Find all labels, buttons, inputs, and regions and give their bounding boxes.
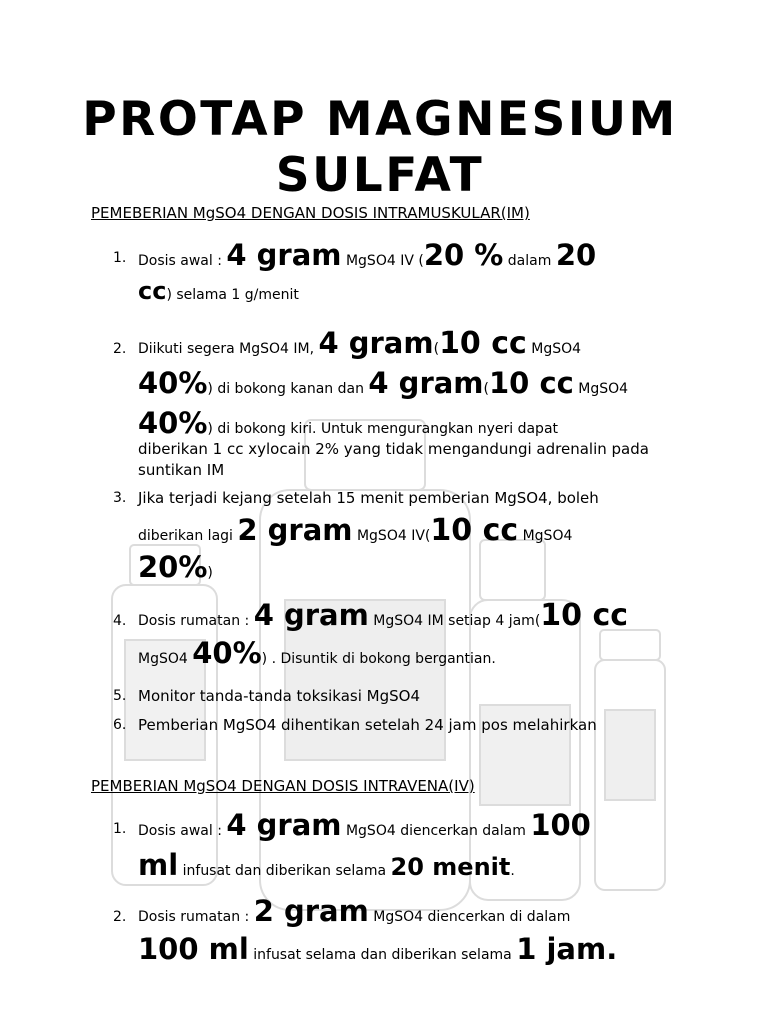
section-heading-im: PEMEBERIAN MgSO4 DENGAN DOSIS INTRAMUSKULAR(IM) — [91, 204, 530, 222]
list-line — [138, 513, 572, 548]
dose-highlight: 40% — [138, 406, 208, 440]
list-number: 2. — [113, 341, 127, 357]
list-number: 1. — [113, 250, 127, 266]
text-run: MgSO4 IM setiap 4 jam( — [368, 613, 541, 629]
list-line — [138, 598, 628, 633]
text-run: MgSO4 — [138, 651, 193, 667]
list-number: 3. — [113, 490, 127, 506]
text-run: Diikuti segera MgSO4 IM, — [138, 341, 319, 357]
list-line — [138, 277, 299, 305]
list-line — [138, 848, 515, 882]
dose-highlight: ml — [138, 848, 179, 882]
text-run: infusat dan diberikan selama — [178, 863, 391, 879]
list-number: 4. — [113, 613, 127, 629]
text-run: Monitor tanda-tanda toksikasi MgSO4 — [138, 687, 420, 705]
text-run: dalam — [503, 253, 556, 269]
text-run: Jika terjadi kejang setelah 15 menit pemberian MgSO4, boleh — [138, 489, 599, 507]
dose-highlight: 2 gram — [253, 894, 369, 928]
text-run: MgSO4 — [518, 528, 573, 544]
list-number: 6. — [113, 717, 127, 733]
list-line — [138, 808, 591, 842]
text-run: MgSO4 — [526, 341, 582, 357]
text-run: diberikan lagi — [138, 528, 238, 544]
list-line — [138, 326, 581, 361]
text-run: ( — [433, 341, 440, 357]
page-title-line2: SULFAT — [275, 148, 485, 203]
text-run: ) di bokong kanan dan — [207, 381, 369, 397]
text-run: MgSO4 IV ( — [341, 253, 424, 269]
dose-highlight: 4 gram — [253, 598, 369, 632]
dose-highlight: 1 jam. — [516, 932, 618, 966]
text-run: ) . Disuntik di bokong bergantian. — [261, 651, 496, 667]
dose-highlight: 4 gram — [226, 238, 342, 272]
text-run: Dosis awal : — [138, 823, 227, 839]
text-run: diberikan 1 cc xylocain 2% yang tidak mengandungi adrenalin pada — [138, 440, 649, 458]
text-run: Dosis rumatan : — [138, 613, 254, 629]
list-line — [138, 366, 628, 400]
list-line — [138, 932, 617, 966]
list-line — [138, 406, 558, 440]
text-run: MgSO4 — [573, 381, 629, 397]
text-run: suntikan IM — [138, 461, 225, 479]
text-run: ( — [483, 381, 489, 397]
text-run: Dosis rumatan : — [138, 909, 254, 925]
list-line — [138, 636, 496, 670]
text-run: MgSO4 diencerkan di dalam — [368, 909, 571, 925]
dose-highlight: 4 gram — [226, 808, 342, 842]
dose-highlight: 40% — [138, 366, 208, 400]
text-run: . — [510, 863, 515, 879]
text-run: ) selama 1 g/menit — [166, 287, 299, 303]
text-run: ) — [207, 565, 213, 581]
dose-highlight: 100 — [530, 808, 591, 842]
text-run: infusat selama dan diberikan selama — [248, 947, 517, 963]
dose-highlight: 20 menit — [390, 853, 511, 881]
list-number: 1. — [113, 821, 127, 837]
page-title-line1: PROTAP MAGNESIUM — [82, 92, 678, 147]
dose-highlight: 20 % — [423, 238, 504, 272]
text-run: Dosis awal : — [138, 253, 227, 269]
list-line — [138, 550, 213, 584]
dose-highlight: 4 gram — [368, 366, 484, 400]
dose-highlight: 4 gram — [318, 326, 434, 360]
dose-highlight: 10 cc — [430, 513, 519, 548]
list-line — [138, 894, 570, 928]
list-number: 5. — [113, 688, 127, 704]
dose-highlight: 40% — [192, 636, 262, 670]
text-run: ) di bokong kiri. Untuk mengurangkan nyeri dapat — [207, 421, 559, 437]
dose-highlight: cc — [138, 277, 167, 305]
list-number: 2. — [113, 909, 127, 925]
dose-highlight: 10 cc — [439, 326, 527, 361]
text-run: MgSO4 IV( — [352, 528, 431, 544]
dose-highlight: 10 cc — [540, 598, 629, 633]
dose-highlight: 10 cc — [489, 366, 574, 400]
dose-highlight: 20% — [138, 550, 208, 584]
dose-highlight: 2 gram — [237, 513, 353, 547]
dose-highlight: 100 ml — [138, 932, 249, 966]
dose-highlight: 20 — [555, 238, 597, 272]
text-run: MgSO4 diencerkan dalam — [341, 823, 531, 839]
section-heading-iv: PEMBERIAN MgSO4 DENGAN DOSIS INTRAVENA(IV) — [91, 777, 475, 795]
list-line — [138, 238, 596, 272]
text-run: Pemberian MgSO4 dihentikan setelah 24 jam pos melahirkan — [138, 716, 597, 734]
